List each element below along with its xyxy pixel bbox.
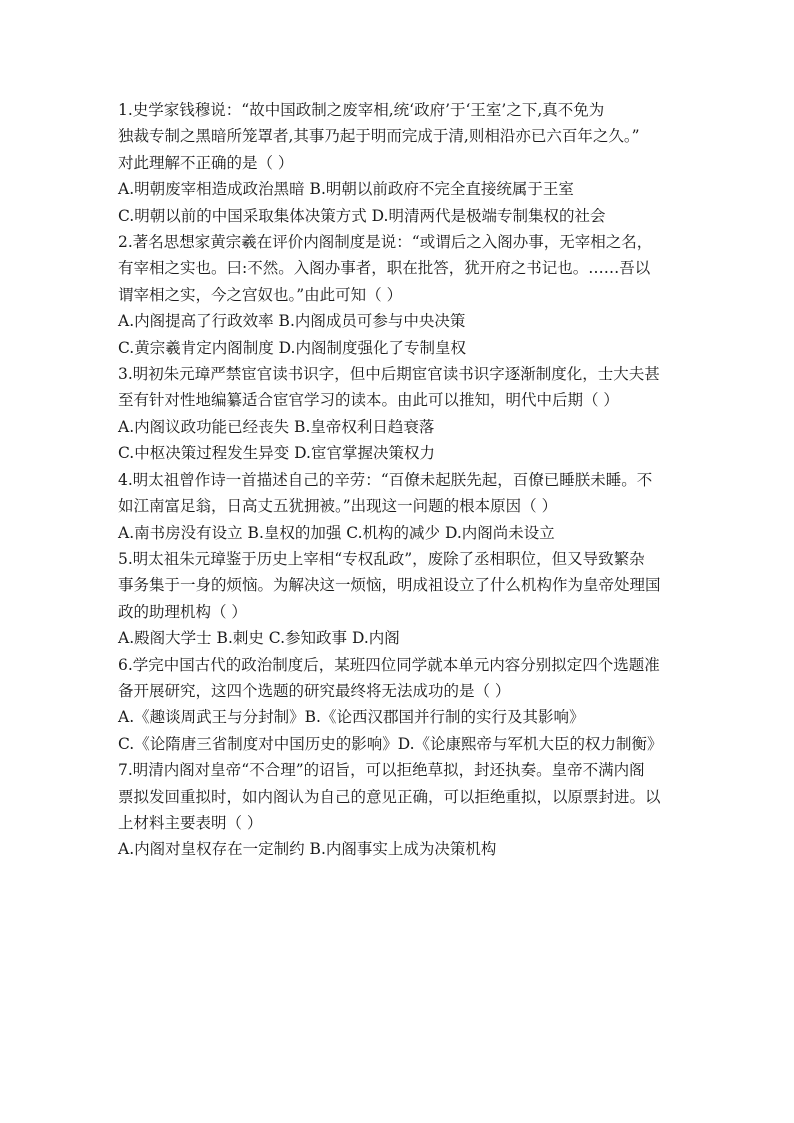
question-5-stem-line-2: 事务集于一身的烦恼。为解决这一烦恼，明成祖设立了什么机构作为皇帝处理国 (118, 576, 661, 595)
question-5-stem-line-1: 5.明太祖朱元璋鉴于历史上宰相“专权乱政”，废除了丞相职位，但又导致繁杂 (118, 549, 645, 568)
question-3-stem-line-1: 3.明初朱元璋严禁宦官读书识字，但中后期宦官读书识字逐渐制度化，士大夫甚 (118, 365, 660, 384)
question-4-stem-line-2: 如江南富足翁，日高丈五犹拥被。”出现这一问题的根本原因（ ） (118, 497, 558, 516)
question-2-options-line-1: A.内阁提高了行政效率 B.内阁成员可参与中央决策 (118, 312, 466, 331)
question-5 (118, 546, 684, 652)
question-3 (118, 361, 684, 467)
question-1-stem-line-2: 独裁专制之黑暗所笼罩者,其事乃起于明而完成于清,则相沿亦已六百年之久。” (118, 127, 640, 146)
question-7-stem-line-3: 上材料主要表明（ ） (118, 813, 263, 832)
question-1 (118, 97, 684, 229)
question-7-stem-line-2: 票拟发回重拟时，如内阁认为自己的意见正确，可以拒绝重拟，以原票封进。以 (118, 787, 661, 806)
question-2 (118, 229, 684, 361)
question-2-stem-line-2: 有宰相之实也。曰:不然。入阁办事者，职在批答，犹开府之书记也。……吾以 (118, 259, 651, 278)
question-6 (118, 652, 684, 758)
question-2-stem-line-3: 谓宰相之实，今之宫奴也。”由此可知（ ） (118, 285, 403, 304)
question-4 (118, 467, 684, 546)
question-5-stem-line-3: 政的助理机构（ ） (118, 602, 247, 621)
question-1-options-line-2: C.明朝以前的中国采取集体决策方式 D.明清两代是极端专制集权的社会 (118, 206, 606, 225)
question-6-options-line-2: C.《论隋唐三省制度对中国历史的影响》D.《论康熙帝与军机大臣的权力制衡》 (118, 734, 663, 753)
question-1-options-line-1: A.明朝废宰相造成政治黑暗 B.明朝以前政府不完全直接统属于王室 (118, 180, 574, 199)
question-6-stem-line-2: 备开展研究，这四个选题的研究最终将无法成功的是（ ） (118, 681, 511, 700)
question-3-options-line-1: A.内阁议政功能已经丧失 B.皇帝权利日趋衰落 (118, 417, 435, 436)
question-7-options-line-1: A.内阁对皇权存在一定制约 B.内阁事实上成为决策机构 (118, 840, 497, 859)
question-1-stem-line-3: 对此理解不正确的是（ ） (118, 153, 294, 172)
question-5-options-line-1: A.殿阁大学士 B.刺史 C.参知政事 D.内阁 (118, 629, 400, 648)
question-6-stem-line-1: 6.学完中国古代的政治制度后，某班四位同学就本单元内容分别拟定四个选题准 (118, 655, 660, 674)
question-7-stem-line-1: 7.明清内阁对皇帝“不合理”的诏旨，可以拒绝草拟，封还执奏。皇帝不满内阁 (118, 761, 645, 780)
question-7 (118, 757, 684, 863)
question-3-options-line-2: C.中枢决策过程发生异变 D.宦官掌握决策权力 (118, 444, 435, 463)
question-4-stem-line-1: 4.明太祖曾作诗一首描述自己的辛劳：“百僚未起朕先起，百僚已睡朕未睡。不 (118, 470, 653, 489)
question-6-options-line-1: A.《趣谈周武王与分封制》B.《论西汉郡国并行制的实行及其影响》 (118, 708, 585, 727)
question-2-options-line-2: C.黄宗羲肯定内阁制度 D.内阁制度强化了专制皇权 (118, 338, 466, 357)
question-list (118, 97, 684, 863)
question-1-stem-line-1: 1.史学家钱穆说：“故中国政制之废宰相,统‘政府’于‘王室’之下,真不免为 (118, 101, 605, 119)
question-2-stem-line-1: 2.著名思想家黄宗羲在评价内阁制度是说：“或谓后之入阁办事，无宰相之名， (118, 233, 653, 252)
question-3-stem-line-2: 至有针对性地编纂适合宦官学习的读本。由此可以推知，明代中后期（ ） (118, 391, 619, 410)
question-4-options-line-1: A.南书房没有设立 B.皇权的加强 C.机构的减少 D.内阁尚未设立 (118, 523, 555, 542)
